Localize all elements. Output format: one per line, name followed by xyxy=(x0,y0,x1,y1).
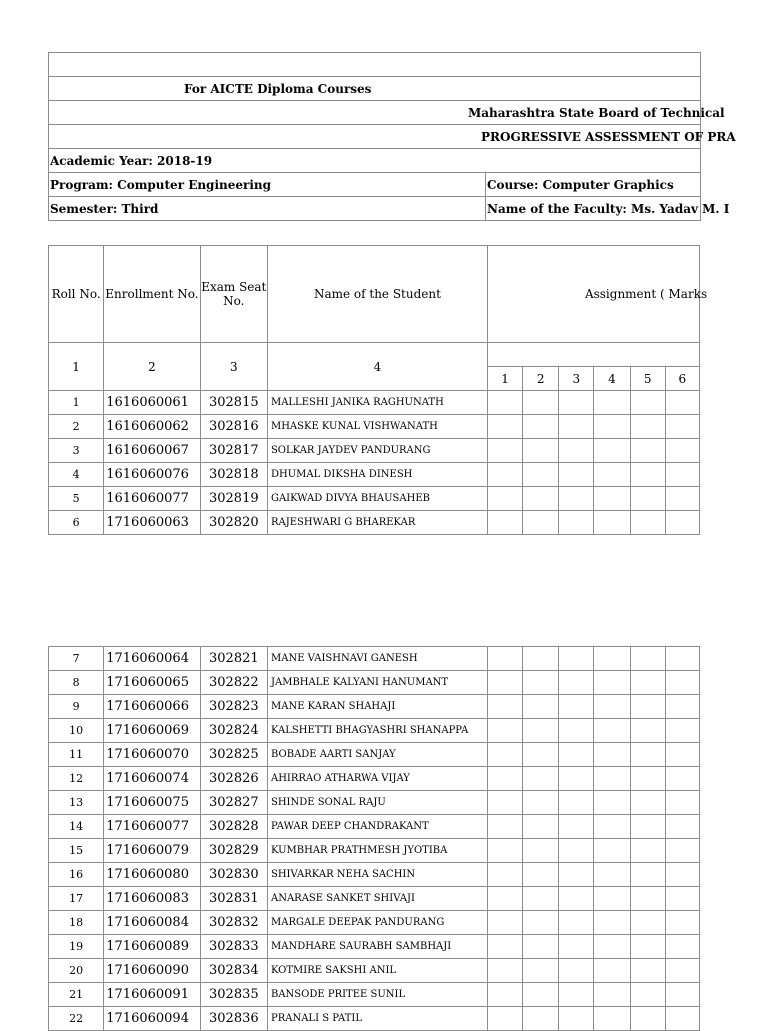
col-roll-header: Roll No. xyxy=(49,246,104,343)
student-name-cell: KUMBHAR PRATHMESH JYOTIBA xyxy=(267,839,487,863)
header-table xyxy=(48,52,736,221)
assignment-mark-cell[interactable] xyxy=(594,391,630,415)
student-table-bottom xyxy=(48,646,700,1031)
num-1: 1 xyxy=(49,343,104,391)
roll-cell: 22 xyxy=(49,1007,104,1031)
seat-cell: 302830 xyxy=(200,863,267,887)
roll-cell: 17 xyxy=(49,887,104,911)
assignment-mark-cell[interactable] xyxy=(630,791,665,815)
assignment-mark-cell[interactable] xyxy=(559,935,594,959)
student-row xyxy=(49,767,700,791)
enrollment-cell: 1616060061 xyxy=(104,391,200,415)
assignment-mark-cell[interactable] xyxy=(594,887,630,911)
assign-num: 1 xyxy=(487,367,522,391)
seat-cell: 302819 xyxy=(200,487,267,511)
student-name-cell: MALLESHI JANIKA RAGHUNATH xyxy=(267,391,487,415)
enrollment-cell: 1716060070 xyxy=(104,743,200,767)
assign-num: 6 xyxy=(665,367,699,391)
assignment-mark-cell[interactable] xyxy=(487,791,522,815)
student-row xyxy=(49,647,700,671)
assignment-mark-cell[interactable] xyxy=(487,743,522,767)
assignment-mark-cell[interactable] xyxy=(523,695,559,719)
student-name-cell: MANE VAISHNAVI GANESH xyxy=(267,647,487,671)
seat-cell: 302820 xyxy=(200,511,267,535)
assignment-mark-cell[interactable] xyxy=(487,935,522,959)
blank-row xyxy=(49,53,701,77)
assignment-mark-cell[interactable] xyxy=(630,983,665,1007)
seat-cell: 302833 xyxy=(200,935,267,959)
seat-cell: 302836 xyxy=(200,1007,267,1031)
student-row xyxy=(49,1007,700,1031)
assignment-mark-cell[interactable] xyxy=(487,463,522,487)
assignment-mark-cell[interactable] xyxy=(523,935,559,959)
seat-cell: 302825 xyxy=(200,743,267,767)
assignment-mark-cell[interactable] xyxy=(523,743,559,767)
enrollment-cell: 1716060069 xyxy=(104,719,200,743)
student-name-cell: SHINDE SONAL RAJU xyxy=(267,791,487,815)
assignment-mark-cell[interactable] xyxy=(523,911,559,935)
student-name-cell: BANSODE PRITEE SUNIL xyxy=(267,983,487,1007)
enrollment-cell: 1716060063 xyxy=(104,511,200,535)
assignment-mark-cell[interactable] xyxy=(594,487,630,511)
assignment-mark-cell[interactable] xyxy=(594,791,630,815)
col-seat-header xyxy=(200,246,267,343)
assignment-mark-cell[interactable] xyxy=(487,439,522,463)
seat-cell: 302821 xyxy=(200,647,267,671)
roll-cell: 12 xyxy=(49,767,104,791)
student-name-cell: JAMBHALE KALYANI HANUMANT xyxy=(267,671,487,695)
enrollment-cell: 1616060077 xyxy=(104,487,200,511)
assignment-mark-cell[interactable] xyxy=(630,863,665,887)
assignment-mark-cell[interactable] xyxy=(665,887,699,911)
roll-cell: 3 xyxy=(49,439,104,463)
assignment-mark-cell[interactable] xyxy=(487,511,522,535)
faculty: Name of the Faculty: Ms. Yadav M. I xyxy=(486,197,701,221)
assignment-mark-cell[interactable] xyxy=(594,511,630,535)
student-row xyxy=(49,695,700,719)
assignment-mark-cell[interactable] xyxy=(665,463,699,487)
assignment-mark-cell[interactable] xyxy=(665,935,699,959)
assignment-mark-cell[interactable] xyxy=(630,719,665,743)
assignment-mark-cell[interactable] xyxy=(523,791,559,815)
seat-cell: 302829 xyxy=(200,839,267,863)
assignment-mark-cell[interactable] xyxy=(487,695,522,719)
assignment-mark-cell[interactable] xyxy=(665,791,699,815)
assignment-mark-cell[interactable] xyxy=(594,815,630,839)
student-name-cell: BOBADE AARTI SANJAY xyxy=(267,743,487,767)
assignment-mark-cell[interactable] xyxy=(665,487,699,511)
enrollment-cell: 1716060075 xyxy=(104,791,200,815)
student-rows-bottom xyxy=(49,647,700,1031)
assignment-mark-cell[interactable] xyxy=(487,983,522,1007)
seat-cell: 302828 xyxy=(200,815,267,839)
assignment-mark-cell[interactable] xyxy=(630,815,665,839)
roll-cell: 19 xyxy=(49,935,104,959)
assignment-mark-cell[interactable] xyxy=(523,671,559,695)
assignment-mark-cell[interactable] xyxy=(487,647,522,671)
assignment-mark-cell[interactable] xyxy=(665,839,699,863)
enrollment-cell: 1716060091 xyxy=(104,983,200,1007)
assignment-mark-cell[interactable] xyxy=(630,463,665,487)
student-name-cell: RAJESHWARI G BHAREKAR xyxy=(267,511,487,535)
assignment-mark-cell[interactable] xyxy=(487,487,522,511)
student-name-cell: ANARASE SANKET SHIVAJI xyxy=(267,887,487,911)
student-name-cell: GAIKWAD DIVYA BHAUSAHEB xyxy=(267,487,487,511)
assignment-mark-cell[interactable] xyxy=(630,511,665,535)
assignment-mark-cell[interactable] xyxy=(487,415,522,439)
assignment-mark-cell[interactable] xyxy=(559,719,594,743)
assignment-mark-cell[interactable] xyxy=(630,487,665,511)
enrollment-cell: 1716060089 xyxy=(104,935,200,959)
assignment-mark-cell[interactable] xyxy=(665,415,699,439)
assignment-mark-cell[interactable] xyxy=(487,1007,522,1031)
enrollment-cell: 1616060067 xyxy=(104,439,200,463)
enrollment-cell: 1716060077 xyxy=(104,815,200,839)
enrollment-cell: 1716060084 xyxy=(104,911,200,935)
program: Program: Computer Engineering xyxy=(49,173,486,197)
student-row xyxy=(49,959,700,983)
student-row xyxy=(49,839,700,863)
roll-cell: 20 xyxy=(49,959,104,983)
student-row xyxy=(49,487,700,511)
roll-cell: 15 xyxy=(49,839,104,863)
assignment-mark-cell[interactable] xyxy=(559,511,594,535)
assignment-mark-cell[interactable] xyxy=(559,767,594,791)
assign-num: 2 xyxy=(523,367,559,391)
assignment-mark-cell[interactable] xyxy=(630,415,665,439)
assignment-mark-cell[interactable] xyxy=(630,671,665,695)
assignment-mark-cell[interactable] xyxy=(559,887,594,911)
roll-cell: 13 xyxy=(49,791,104,815)
assign-num: 4 xyxy=(594,367,630,391)
assignment-mark-cell[interactable] xyxy=(630,959,665,983)
assignment-mark-cell[interactable] xyxy=(487,863,522,887)
assignment-mark-cell[interactable] xyxy=(487,671,522,695)
student-row xyxy=(49,815,700,839)
assignment-mark-cell[interactable] xyxy=(665,671,699,695)
col-name-header: Name of the Student xyxy=(267,246,487,343)
assignment-mark-cell[interactable] xyxy=(487,767,522,791)
assignment-mark-cell[interactable] xyxy=(594,767,630,791)
roll-cell: 1 xyxy=(49,391,104,415)
assignment-mark-cell[interactable] xyxy=(630,647,665,671)
roll-cell: 6 xyxy=(49,511,104,535)
enrollment-cell: 1716060079 xyxy=(104,839,200,863)
enrollment-cell: 1716060065 xyxy=(104,671,200,695)
assignment-mark-cell[interactable] xyxy=(487,911,522,935)
assignment-mark-cell[interactable] xyxy=(630,911,665,935)
assignment-mark-cell[interactable] xyxy=(665,695,699,719)
assignment-mark-cell[interactable] xyxy=(665,911,699,935)
assignment-mark-cell[interactable] xyxy=(665,863,699,887)
seat-cell: 302818 xyxy=(200,463,267,487)
enrollment-cell: 1616060076 xyxy=(104,463,200,487)
student-row xyxy=(49,463,700,487)
seat-cell: 302826 xyxy=(200,767,267,791)
student-name-cell: MANDHARE SAURABH SAMBHAJI xyxy=(267,935,487,959)
student-name-cell: KALSHETTI BHAGYASHRI SHANAPPA xyxy=(267,719,487,743)
student-rows-top xyxy=(49,391,700,535)
assignment-mark-cell[interactable] xyxy=(665,719,699,743)
student-row xyxy=(49,671,700,695)
assignment-mark-cell[interactable] xyxy=(559,959,594,983)
assignment-mark-cell[interactable] xyxy=(630,695,665,719)
assignment-mark-cell[interactable] xyxy=(665,511,699,535)
student-row xyxy=(49,911,700,935)
course: Course: Computer Graphics xyxy=(486,173,701,197)
assignment-mark-cell[interactable] xyxy=(630,887,665,911)
assignment-mark-cell[interactable] xyxy=(559,839,594,863)
enrollment-cell: 1616060062 xyxy=(104,415,200,439)
assignment-mark-cell[interactable] xyxy=(594,671,630,695)
col-enroll-header: Enrollment No. xyxy=(104,246,200,343)
seat-cell: 302816 xyxy=(200,415,267,439)
assignment-mark-cell[interactable] xyxy=(523,767,559,791)
student-row xyxy=(49,887,700,911)
assignment-mark-cell[interactable] xyxy=(594,911,630,935)
assignment-mark-cell[interactable] xyxy=(487,815,522,839)
roll-cell: 14 xyxy=(49,815,104,839)
enrollment-cell: 1716060080 xyxy=(104,863,200,887)
assignment-mark-cell[interactable] xyxy=(523,391,559,415)
seat-cell: 302834 xyxy=(200,959,267,983)
roll-cell: 21 xyxy=(49,983,104,1007)
assignment-mark-cell[interactable] xyxy=(594,463,630,487)
assignment-mark-cell[interactable] xyxy=(559,439,594,463)
academic-year: Academic Year: 2018-19 xyxy=(49,149,701,173)
roll-cell: 9 xyxy=(49,695,104,719)
assignment-mark-cell[interactable] xyxy=(594,439,630,463)
roll-cell: 16 xyxy=(49,863,104,887)
roll-cell: 11 xyxy=(49,743,104,767)
assignment-mark-cell[interactable] xyxy=(665,959,699,983)
assignment-mark-cell[interactable] xyxy=(559,463,594,487)
assignment-mark-cell[interactable] xyxy=(523,815,559,839)
assignment-mark-cell[interactable] xyxy=(594,719,630,743)
assignment-mark-cell[interactable] xyxy=(523,415,559,439)
assignment-mark-cell[interactable] xyxy=(630,839,665,863)
enrollment-cell: 1716060094 xyxy=(104,1007,200,1031)
roll-cell: 10 xyxy=(49,719,104,743)
seat-cell: 302815 xyxy=(200,391,267,415)
assignment-mark-cell[interactable] xyxy=(665,767,699,791)
assignment-mark-cell[interactable] xyxy=(665,743,699,767)
student-name-cell: SOLKAR JAYDEV PANDURANG xyxy=(267,439,487,463)
assign-subheader-blank xyxy=(487,343,699,367)
assignment-mark-cell[interactable] xyxy=(523,1007,559,1031)
assignment-mark-cell[interactable] xyxy=(487,959,522,983)
num-3: 3 xyxy=(200,343,267,391)
assignment-mark-cell[interactable] xyxy=(523,511,559,535)
assignment-mark-cell[interactable] xyxy=(523,487,559,511)
student-row xyxy=(49,511,700,535)
col-assignment-header: Assignment ( Marks xyxy=(487,246,699,343)
student-row xyxy=(49,391,700,415)
assignment-mark-cell[interactable] xyxy=(630,935,665,959)
assignment-mark-cell[interactable] xyxy=(523,959,559,983)
student-row xyxy=(49,439,700,463)
student-row xyxy=(49,983,700,1007)
assignment-mark-cell[interactable] xyxy=(487,887,522,911)
assignment-mark-cell[interactable] xyxy=(630,767,665,791)
assignment-mark-cell[interactable] xyxy=(523,863,559,887)
num-4: 4 xyxy=(267,343,487,391)
assignment-mark-cell[interactable] xyxy=(665,647,699,671)
assign-num: 5 xyxy=(630,367,665,391)
roll-cell: 5 xyxy=(49,487,104,511)
assignment-mark-cell[interactable] xyxy=(559,983,594,1007)
assignment-mark-cell[interactable] xyxy=(665,391,699,415)
assignment-mark-cell[interactable] xyxy=(559,911,594,935)
assignment-mark-cell[interactable] xyxy=(559,647,594,671)
assignment-mark-cell[interactable] xyxy=(559,743,594,767)
assignment-mark-cell[interactable] xyxy=(594,743,630,767)
assignment-mark-cell[interactable] xyxy=(559,391,594,415)
assignment-mark-cell[interactable] xyxy=(594,863,630,887)
assignment-mark-cell[interactable] xyxy=(523,983,559,1007)
seat-cell: 302835 xyxy=(200,983,267,1007)
num-2: 2 xyxy=(104,343,200,391)
roll-cell: 7 xyxy=(49,647,104,671)
assignment-mark-cell[interactable] xyxy=(559,695,594,719)
assignment-mark-cell[interactable] xyxy=(559,863,594,887)
board-name: Maharashtra State Board of Technical xyxy=(49,101,701,125)
semester: Semester: Third xyxy=(49,197,486,221)
assignment-mark-cell[interactable] xyxy=(594,935,630,959)
student-table-top xyxy=(48,245,708,535)
assessment-title: PROGRESSIVE ASSESSMENT OF PRA xyxy=(49,125,701,149)
assignment-mark-cell[interactable] xyxy=(487,391,522,415)
student-name-cell: DHUMAL DIKSHA DINESH xyxy=(267,463,487,487)
assignment-mark-cell[interactable] xyxy=(594,959,630,983)
assignment-mark-cell[interactable] xyxy=(665,1007,699,1031)
col-seat-line1: Exam Seat xyxy=(201,280,267,294)
seat-cell: 302831 xyxy=(200,887,267,911)
assignment-mark-cell[interactable] xyxy=(594,839,630,863)
assignment-mark-cell[interactable] xyxy=(630,439,665,463)
assignment-mark-cell[interactable] xyxy=(665,815,699,839)
student-name-cell: SHIVARKAR NEHA SACHIN xyxy=(267,863,487,887)
assign-num: 3 xyxy=(559,367,594,391)
assignment-mark-cell[interactable] xyxy=(559,1007,594,1031)
assignment-mark-cell[interactable] xyxy=(559,815,594,839)
assignment-mark-cell[interactable] xyxy=(665,983,699,1007)
seat-cell: 302822 xyxy=(200,671,267,695)
roll-cell: 8 xyxy=(49,671,104,695)
assignment-mark-cell[interactable] xyxy=(487,719,522,743)
assignment-mark-cell[interactable] xyxy=(523,463,559,487)
student-name-cell: PRANALI S PATIL xyxy=(267,1007,487,1031)
student-row xyxy=(49,743,700,767)
assignment-mark-cell[interactable] xyxy=(665,439,699,463)
title-line: For AICTE Diploma Courses xyxy=(49,77,701,101)
assignment-mark-cell[interactable] xyxy=(594,695,630,719)
assignment-mark-cell[interactable] xyxy=(630,743,665,767)
assignment-mark-cell[interactable] xyxy=(487,839,522,863)
assignment-mark-cell[interactable] xyxy=(523,839,559,863)
enrollment-cell: 1716060083 xyxy=(104,887,200,911)
col-seat-line2: No. xyxy=(223,294,245,308)
student-name-cell: MHASKE KUNAL VISHWANATH xyxy=(267,415,487,439)
assignment-mark-cell[interactable] xyxy=(630,391,665,415)
seat-cell: 302832 xyxy=(200,911,267,935)
assignment-mark-cell[interactable] xyxy=(559,487,594,511)
seat-cell: 302827 xyxy=(200,791,267,815)
student-row xyxy=(49,791,700,815)
student-row xyxy=(49,415,700,439)
enrollment-cell: 1716060064 xyxy=(104,647,200,671)
student-name-cell: PAWAR DEEP CHANDRAKANT xyxy=(267,815,487,839)
student-name-cell: KOTMIRE SAKSHI ANIL xyxy=(267,959,487,983)
student-row xyxy=(49,935,700,959)
student-row xyxy=(49,863,700,887)
assignment-mark-cell[interactable] xyxy=(594,1007,630,1031)
roll-cell: 2 xyxy=(49,415,104,439)
seat-cell: 302823 xyxy=(200,695,267,719)
seat-cell: 302817 xyxy=(200,439,267,463)
assignment-mark-cell[interactable] xyxy=(523,439,559,463)
assignment-mark-cell[interactable] xyxy=(523,719,559,743)
enrollment-cell: 1716060066 xyxy=(104,695,200,719)
assignment-mark-cell[interactable] xyxy=(559,415,594,439)
seat-cell: 302824 xyxy=(200,719,267,743)
assignment-mark-cell[interactable] xyxy=(594,415,630,439)
student-row xyxy=(49,719,700,743)
student-name-cell: AHIRRAO ATHARWA VIJAY xyxy=(267,767,487,791)
assignment-mark-cell[interactable] xyxy=(523,647,559,671)
assignment-mark-cell[interactable] xyxy=(523,887,559,911)
assignment-mark-cell[interactable] xyxy=(630,1007,665,1031)
roll-cell: 18 xyxy=(49,911,104,935)
enrollment-cell: 1716060074 xyxy=(104,767,200,791)
assignment-mark-cell[interactable] xyxy=(594,647,630,671)
student-name-cell: MARGALE DEEPAK PANDURANG xyxy=(267,911,487,935)
student-name-cell: MANE KARAN SHAHAJI xyxy=(267,695,487,719)
assignment-mark-cell[interactable] xyxy=(559,671,594,695)
roll-cell: 4 xyxy=(49,463,104,487)
assignment-mark-cell[interactable] xyxy=(559,791,594,815)
assignment-mark-cell[interactable] xyxy=(594,983,630,1007)
enrollment-cell: 1716060090 xyxy=(104,959,200,983)
